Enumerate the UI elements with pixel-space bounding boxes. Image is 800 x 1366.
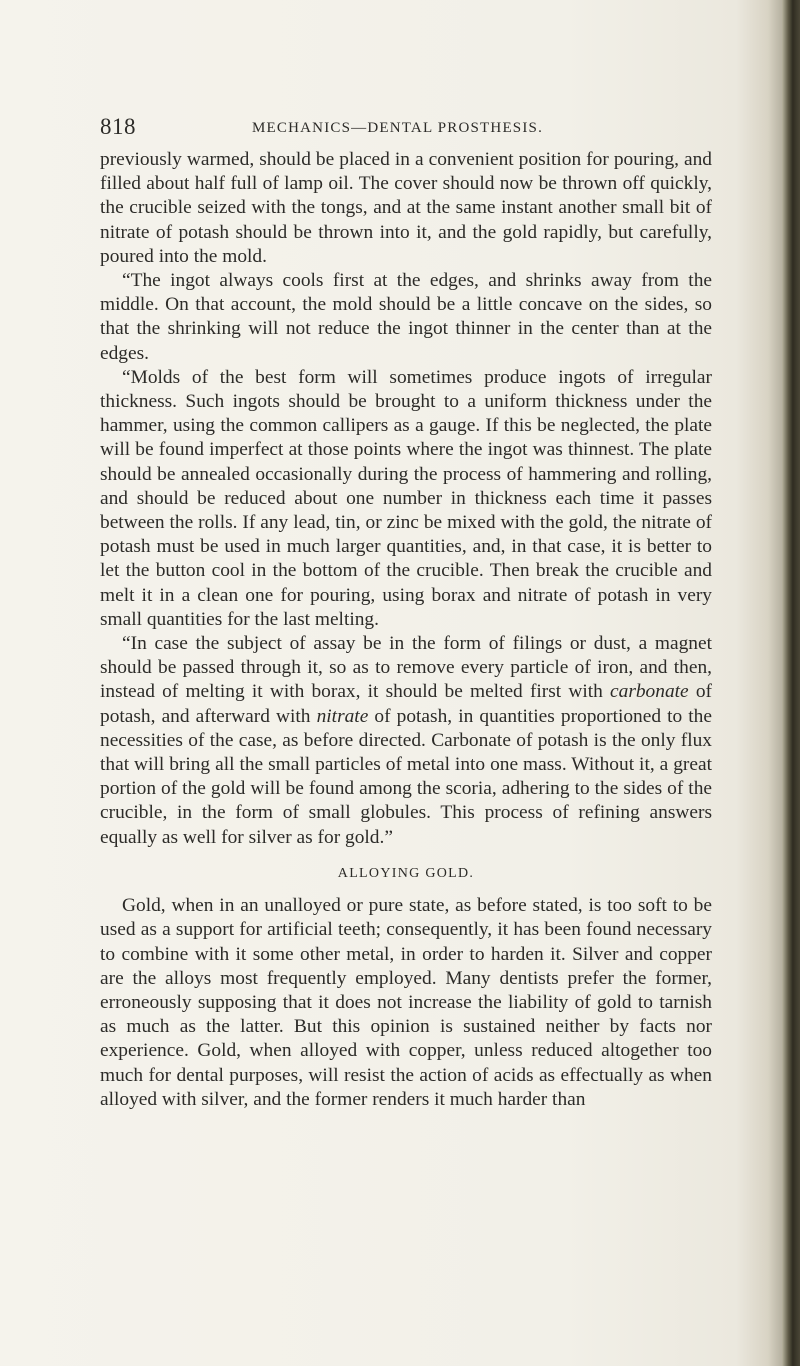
binding-shadow [768, 0, 782, 1366]
paragraph-4-text-a: “In case the subject of assay be in the form of filings or dust, a magnet should be passed through it, so as to remove every particle of iron, and then, instead of melting it with borax, it should be melted first with [100, 633, 712, 703]
running-header [100, 114, 700, 144]
page-number: 818 [100, 114, 136, 139]
paragraph-1: previously warmed, should be placed in a convenient position for pouring, and filled about half full of lamp oil. The cover should now be thrown off quickly, the crucible seized with the tongs, and at the same instant another small bit of nitrate of potash should be thrown into it, and the gold rapidly, but carefully, poured into the mold. [100, 149, 712, 267]
book-binding-edge [782, 0, 800, 1366]
paragraph-4-text-c: of potash, in quantities proportioned to the necessities of the case, as before directed. Carbonate of potash is the only flux that will bring all the small particles of metal into one mass. Without it, a great portion of the gold will be found among the scoria, adhering to the sides of the crucible, in the form of small globules. This process of refining answers equally as well for silver as for gold.” [100, 705, 712, 848]
running-title: MECHANICS—DENTAL PROSTHESIS. [252, 120, 544, 136]
italic-nitrate: nitrate [316, 705, 369, 727]
paragraph-5: Gold, when in an unalloyed or pure state, as before stated, is too soft to be used as a support for artificial teeth; consequently, it has been found necessary to combine with it some other metal, in order to harden it. Silver and copper are the alloys most frequently employed. Many dentists prefer the former, erroneously supposing that it does not increase the liability of gold to tarnish as much as the latter. But this opinion is sustained neither by facts nor experience. Gold, when alloyed with copper, unless reduced altogether too much for dental purposes, will resist the action of acids as effectually as when alloyed with silver, and the former renders it much harder than [100, 895, 712, 1110]
paragraph-4-text-b: of potash, and afterward with [100, 681, 712, 727]
paragraph-3: “Molds of the best form will sometimes produce ingots of irregular thickness. Such ingots should be brought to a uniform thickness under the hammer, using the common callipers as a gauge. If this be neglected, the plate will be found imperfect at those points where the ingot was thinnest. The plate should be annealed occasionally during the process of hammering and rolling, and should be reduced about one number in thickness each time it passes between the rolls. If any lead, tin, or zinc be mixed with the gold, the nitrate of potash must be used in much larger quantities, and, in that case, it is better to let the button cool in the bottom of the crucible. Then break the crucible and melt it in a clean one for pouring, using borax and nitrate of potash in very small quantities for the last melting. [100, 366, 712, 630]
paragraph-4 [100, 632, 712, 850]
paragraph-2: “The ingot always cools first at the edges, and shrinks away from the middle. On that account, the mold should be a little concave on the sides, so that the shrinking will not reduce the ingot thinner in the center than at the edges. [100, 270, 712, 364]
italic-carbonate: carbonate [610, 681, 689, 703]
body-text [100, 148, 712, 1112]
section-heading: ALLOYING GOLD. [337, 865, 475, 881]
